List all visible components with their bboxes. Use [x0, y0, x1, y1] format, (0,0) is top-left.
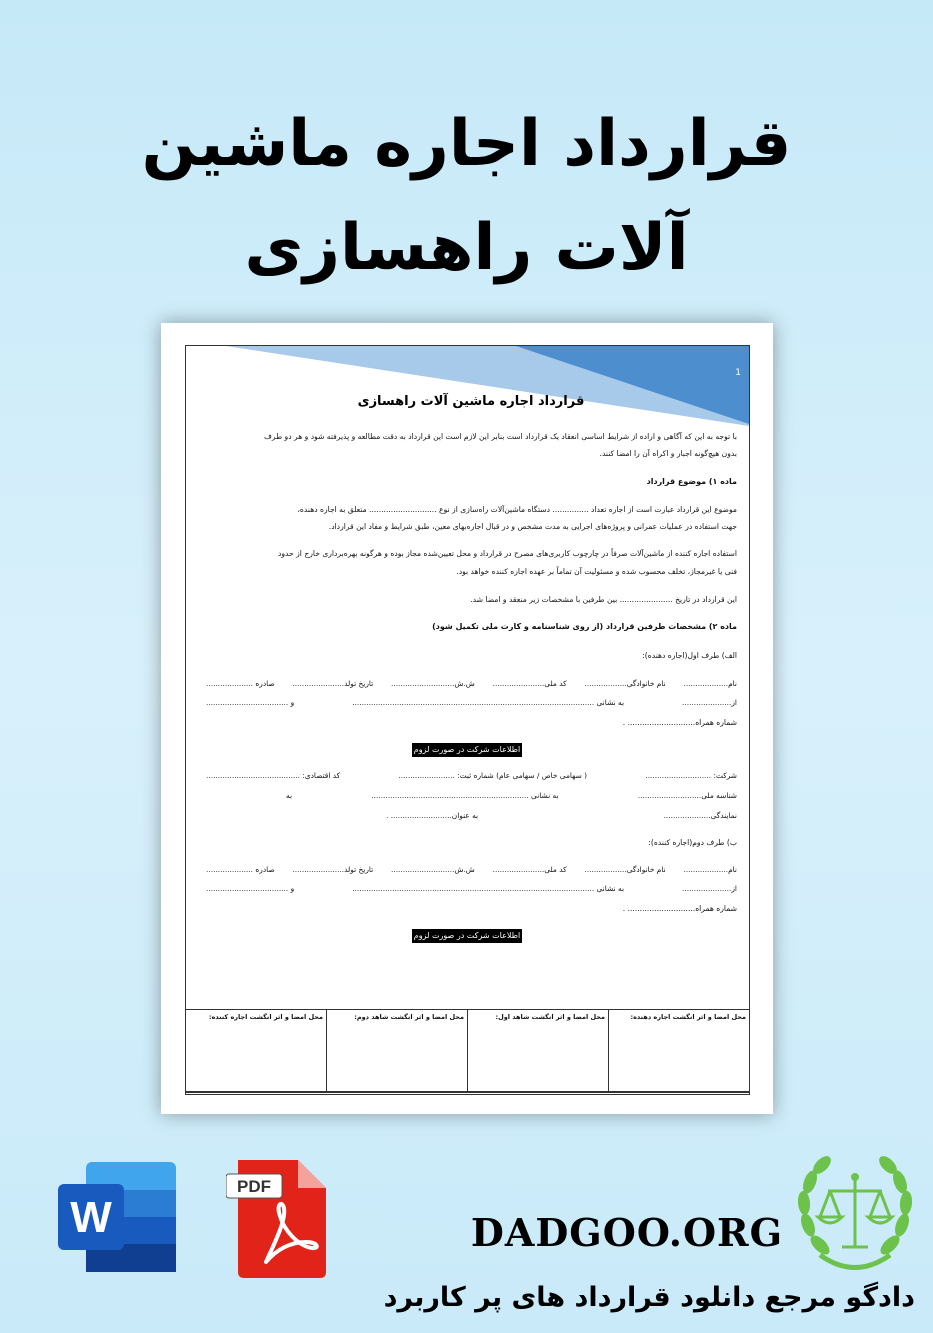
title-field: به عنوان.......................... .	[386, 811, 479, 820]
name-field: نام...................	[683, 865, 737, 874]
representative-field: نمایندگی....................	[663, 811, 737, 820]
issued-field: صادره ....................	[206, 679, 275, 688]
company-row-1	[206, 771, 737, 781]
name-field: نام...................	[683, 679, 737, 688]
intro-line-2: بدون هیچ‌گونه اجبار و اکراه آن را امضا کنند.	[599, 449, 737, 458]
signature-table	[186, 1009, 749, 1093]
article-1-p2-line-2: فنی یا غیرمجاز، تخلف محسوب شده و مسئولیت آن تماماً بر عهده اجاره کننده خواهد بود.	[456, 567, 737, 576]
company-address-field: به نشانی ...................................................................	[371, 791, 559, 800]
article-1-title: ماده ۱) موضوع قرارداد	[646, 477, 737, 486]
party-a-mobile: شماره همراه............................ .	[622, 718, 737, 727]
page-frame	[185, 345, 750, 1095]
signature-cell-lessee: محل امضا و اثر انگشت اجاره کننده:	[208, 1013, 323, 1021]
and-field: و ...................................	[206, 698, 295, 707]
address-field: به نشانی .......................................................................................................	[352, 884, 624, 893]
party-a-row-2	[206, 698, 737, 708]
article-1-p1-line-2: جهت استفاده در عملیات عمرانی و پروژه‌های اجرایی به مدت مشخص و در قبال اجاره‌بهای معین، طبق شرایط و مفاد این قرارداد.	[328, 522, 737, 531]
article-1-p3: این قرارداد در تاریخ ...................... بین طرفین با مشخصات زیر منعقد و امضا شد.	[470, 595, 737, 604]
pdf-label: PDF	[237, 1177, 271, 1196]
id-number-field: ش.ش...........................	[391, 679, 475, 688]
party-a-row-1	[206, 679, 737, 689]
signature-cell-witness-1: محل امضا و اثر انگشت شاهد اول:	[467, 1010, 608, 1091]
intro-line-1: با توجه به این که آگاهی و اراده از شرایط اساسی انعقاد یک قرارداد است بنابر این لازم است این قرارداد به دقت مطالعه و پذیرفته شود و هر دو طرف	[264, 432, 737, 441]
company-info-bar-b: اطلاعات شرکت در صورت لزوم	[412, 929, 522, 943]
poster-title-line-1: قرارداد اجاره ماشین	[141, 107, 792, 181]
header-ribbon	[186, 346, 749, 436]
party-b-mobile: شماره همراه............................ .	[622, 904, 737, 913]
document-heading: قرارداد اجاره ماشین آلات راهسازی	[357, 394, 585, 409]
from-field: از.....................	[682, 698, 737, 707]
company-field: شرکت: ............................	[645, 771, 737, 780]
page-number: 1	[735, 368, 741, 378]
signature-cell-witness-2: محل امضا و اثر انگشت شاهد دوم:	[326, 1010, 467, 1091]
word-letter: W	[70, 1193, 112, 1242]
pdf-icon[interactable]	[226, 1160, 326, 1278]
party-b-row-1	[206, 865, 737, 875]
and-field: و ...................................	[206, 884, 295, 893]
family-field: نام خانوادگی..................	[584, 679, 666, 688]
tagline: دادگو مرجع دانلود قرارداد های پر کاربرد	[383, 1282, 915, 1313]
article-1-p2-line-1: استفاده اجاره کننده از ماشین‌آلات صرفاً در چارچوب کاربری‌های مصرح در قرارداد و محل تعیین‌شده مجاز بوده و هرگونه بهره‌برداری خارج از حدود	[278, 549, 737, 558]
party-a-label: الف) طرف اول(اجاره دهنده):	[642, 651, 737, 660]
scales-of-justice-icon	[790, 1155, 920, 1275]
economic-code-field: کد اقتصادی: ........................................	[206, 771, 341, 780]
family-field: نام خانوادگی..................	[584, 865, 666, 874]
party-b-row-2	[206, 884, 737, 894]
id-number-field: ش.ش...........................	[391, 865, 475, 874]
signature-cell-lessor: محل امضا و اثر انگشت اجاره دهنده:	[608, 1010, 749, 1091]
company-at-field: به	[286, 791, 293, 800]
national-id-field: کد ملی......................	[492, 865, 567, 874]
contract-page-preview	[161, 323, 773, 1114]
national-id-field: کد ملی......................	[492, 679, 567, 688]
article-2-title: ماده ۲) مشخصات طرفین قرارداد (از روی شناسنامه و کارت ملی تکمیل شود)	[432, 622, 737, 631]
word-icon[interactable]	[58, 1162, 178, 1272]
birth-date-field: تاریخ تولد......................	[292, 865, 374, 874]
birth-date-field: تاریخ تولد......................	[292, 679, 374, 688]
from-field: از.....................	[682, 884, 737, 893]
poster-title-line-2: آلات راهسازی	[244, 211, 689, 285]
address-field: به نشانی .......................................................................................................	[352, 698, 624, 707]
company-type-field: ( سهامی خاص / سهامی عام) شماره ثبت: ........................	[398, 771, 588, 780]
issued-field: صادره ....................	[206, 865, 275, 874]
party-b-label: ب) طرف دوم(اجاره کننده):	[648, 838, 737, 847]
company-row-3	[386, 811, 737, 821]
company-row-2	[286, 791, 737, 801]
site-name[interactable]: DADGOO.ORG	[470, 1210, 784, 1255]
company-national-id-field: شناسه ملی...........................	[637, 791, 737, 800]
company-info-bar-a: اطلاعات شرکت در صورت لزوم	[412, 743, 522, 757]
article-1-p1-line-1: موضوع این قرارداد عبارت است از اجاره تعداد ............... دستگاه ماشین‌آلات راه‌سازی از نوع ............................ متعلق به اجاره دهنده،	[297, 505, 737, 514]
